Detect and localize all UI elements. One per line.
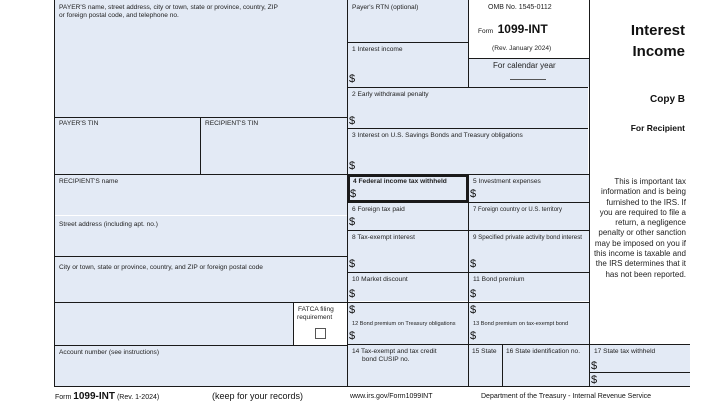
rule	[200, 117, 201, 175]
payer-rtn-label: Payer's RTN (optional)	[352, 4, 419, 11]
calendar-year-label: For calendar year	[493, 61, 556, 70]
box5-label: 5 Investment expenses	[473, 178, 541, 185]
footer-dept: Department of the Treasury - Internal Revenue Service	[481, 393, 652, 400]
form-revision: (Rev. January 2024)	[492, 45, 552, 52]
footer-form-prefix: Form	[55, 394, 72, 401]
box13-dollar: $	[470, 330, 477, 342]
box2-dollar: $	[349, 115, 356, 127]
rule	[54, 0, 55, 387]
box4-label: 4 Federal income tax withheld	[353, 178, 447, 185]
recipient-name-label: RECIPIENT'S name	[59, 178, 119, 185]
form-id	[478, 20, 548, 38]
box6-label: 6 Foreign tax paid	[352, 206, 405, 213]
box17-label: 17 State tax withheld	[594, 348, 656, 355]
box3-dollar: $	[349, 160, 356, 172]
box13-label: 13 Bond premium on tax-exempt bond	[473, 321, 569, 327]
recipient-tin-label: RECIPIENT'S TIN	[205, 120, 259, 127]
rule	[469, 58, 589, 59]
box1-dollar: $	[349, 73, 356, 85]
rule	[55, 256, 347, 257]
notice-text: This is important tax information and is being furnished to the IRS. If you are required to file a return, a negligence penalty or other sanction may be imposed on you if this income is taxable and the IRS determines that it has not been reported.	[593, 177, 686, 279]
fatca-label-2: requirement	[297, 314, 333, 321]
box7-label: 7 Foreign country or U.S. territory	[473, 207, 563, 213]
rule	[55, 345, 347, 346]
rule	[590, 344, 690, 345]
box13-top-dollar: $	[470, 304, 477, 316]
box2-label: 2 Early withdrawal penalty	[352, 91, 429, 98]
fatca-field	[55, 303, 293, 345]
rule	[55, 302, 589, 303]
city-label: City or town, state or province, country, and ZIP or foreign postal code	[59, 264, 263, 271]
box12-top-dollar: $	[349, 304, 356, 316]
box4-dollar: $	[350, 188, 357, 200]
box3-label: 3 Interest on U.S. Savings Bonds and Treasury obligations	[352, 132, 523, 139]
box9-dollar: $	[470, 258, 477, 270]
box6-dollar: $	[349, 216, 356, 228]
rule	[502, 344, 503, 387]
street-label: Street address (including apt. no.)	[59, 221, 158, 228]
box10-label: 10 Market discount	[352, 276, 408, 283]
fatca-checkbox[interactable]	[315, 328, 326, 339]
rule	[348, 42, 468, 43]
payer-tin-label: PAYER'S TIN	[59, 120, 99, 127]
footer-form-id	[55, 391, 159, 402]
form-title-2: Income	[632, 43, 685, 60]
rule	[468, 0, 469, 88]
rule	[590, 372, 690, 373]
box8-dollar: $	[349, 258, 356, 270]
rule	[348, 128, 588, 129]
form-number: 1099-INT	[497, 22, 548, 36]
copy-label: Copy B	[650, 94, 685, 105]
box16-label: 16 State identification no.	[506, 348, 581, 355]
box15-label: 15 State	[472, 348, 497, 355]
rule	[589, 0, 590, 387]
footer-rev: (Rev. 1-2024)	[116, 394, 160, 401]
form-prefix: Form	[478, 28, 494, 35]
footer-keep: (keep for your records)	[212, 391, 304, 401]
rule	[468, 174, 469, 387]
calendar-year-line	[510, 79, 546, 80]
box11-label: 11 Bond premium	[473, 276, 525, 283]
footer-form-number: 1099-INT	[73, 391, 115, 402]
box14-label-1: 14 Tax-exempt and tax credit	[352, 348, 437, 355]
box12-dollar: $	[349, 330, 356, 342]
rule	[55, 174, 589, 175]
box5-dollar: $	[470, 188, 477, 200]
box11-dollar: $	[470, 288, 477, 300]
box17-dollar-1: $	[591, 360, 598, 372]
payer-name-label: PAYER'S name, street address, city or town, state or province, country, ZIP	[59, 4, 278, 11]
form-title-1: Interest	[630, 22, 685, 39]
box1-label: 1 Interest income	[352, 46, 403, 53]
fatca-label-1: FATCA filing	[298, 306, 334, 313]
box10-dollar: $	[349, 288, 356, 300]
box17-dollar-2: $	[591, 374, 598, 386]
for-recipient-label: For Recipient	[630, 123, 685, 133]
payer-name-label-2: or foreign postal code, and telephone no.	[59, 12, 179, 19]
rule	[55, 117, 347, 118]
box9-label: 9 Specified private activity bond interest	[473, 234, 583, 241]
account-label: Account number (see instructions)	[59, 349, 160, 356]
box8-label: 8 Tax-exempt interest	[352, 234, 415, 241]
box12-label: 12 Bond premium on Treasury obligations	[352, 321, 456, 327]
omb-number: OMB No. 1545-0112	[488, 4, 552, 11]
rule	[55, 386, 690, 387]
box14-label-2: bond CUSIP no.	[362, 356, 410, 363]
footer-url[interactable]: www.irs.gov/Form1099INT	[350, 393, 433, 400]
rule	[293, 302, 294, 346]
